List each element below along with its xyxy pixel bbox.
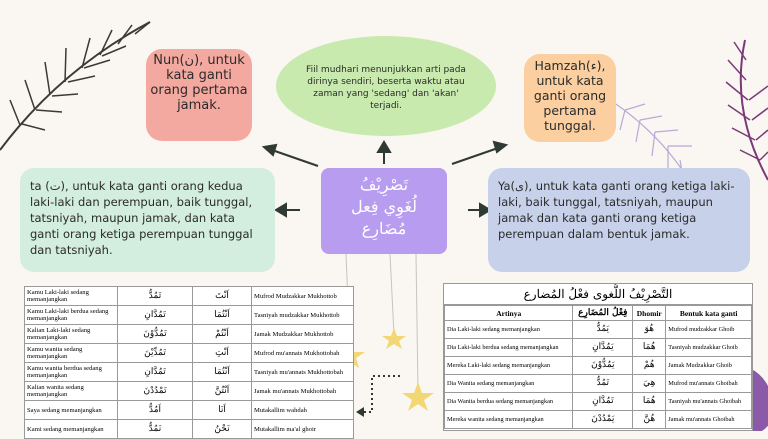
cell-bentuk: Mufrod mu'annats Mukhottobah	[252, 344, 354, 363]
cell-artinya: Kamu Laki-laki berdua sedang memanjangkan	[25, 306, 118, 325]
ya-card	[488, 168, 750, 272]
cell-bentuk: Tasniyah mudzakkar Mukhottob	[252, 306, 354, 325]
cell-fiil: تَمُدِّيْنَ	[118, 344, 193, 363]
table-row	[25, 382, 354, 401]
cell-fiil: تَمُدُّوْنَ	[118, 325, 193, 344]
cell-artinya: Saya sedang memanjangkan	[25, 401, 118, 420]
cell-artinya: Mereka Laki-laki sedang memanjangkan	[445, 357, 573, 375]
cell-bentuk: Mutakallim wahdah	[252, 401, 354, 420]
cell-dhomir: اَنْتُنَّ	[193, 382, 252, 401]
cell-bentuk: Tasniyah mudzakkar Ghoib	[666, 339, 752, 357]
title-line-2: لُغَوِي فِعل	[351, 197, 417, 216]
right-table-title: التَّصْرِيْفُ اللُّغوى فعْلُ المُضارع	[444, 284, 752, 305]
header-bentuk-kata-ganti: Bentuk kata ganti	[666, 306, 752, 321]
table-row	[25, 287, 354, 306]
palm-leaf-top-left	[0, 22, 150, 150]
cell-fiil: تَمُدَّانِ	[573, 393, 633, 411]
cell-artinya: Dia Wanita berdua sedang memanjangkan	[445, 393, 573, 411]
header-dhomir: Dhomir	[633, 306, 666, 321]
cell-fiil: اَمُدُّ	[118, 401, 193, 420]
cell-dhomir: اَنْتُمْ	[193, 325, 252, 344]
cell-dhomir: اَنْتُمَا	[193, 306, 252, 325]
ta-card-text: ta (ت), untuk kata ganti orang kedua laki-laki dan perempuan, baik tunggal, tatsniyah, maupun jamak, dan kata ganti orang ketiga perempuan tunggal dan tatsniyah.	[30, 179, 253, 257]
cell-artinya: Kalian Laki-laki sedang memanjangkan	[25, 325, 118, 344]
fiil-card-text: Fiil mudhari menunjukkan arti pada dirinya sendiri, beserta waktu atau zaman yang 'sedang' dan 'akan' terjadi.	[306, 65, 466, 111]
cell-bentuk: Mufrod mudzakkar Ghoib	[666, 321, 752, 339]
table-row	[25, 420, 354, 439]
cell-artinya: Dia Laki-laki sedang memanjangkan	[445, 321, 573, 339]
cell-dhomir: هُمَا	[633, 393, 666, 411]
cell-fiil: تَمُدُّ	[118, 287, 193, 306]
cell-artinya: Kamu wanita sedang memanjangkan	[25, 344, 118, 363]
left-conjugation-table	[24, 286, 354, 439]
cell-fiil: تَمْدُدْنَ	[118, 382, 193, 401]
right-conjugation-table	[443, 283, 753, 431]
cell-artinya: Kalian wanita sedang memanjangkan	[25, 382, 118, 401]
cell-bentuk: Jamak mu'annats Ghoibah	[666, 411, 752, 429]
ta-card	[20, 168, 275, 272]
cell-dhomir: هُنَّ	[633, 411, 666, 429]
title-line-3: مُضَارِع	[361, 219, 407, 238]
cell-fiil: تَمُدُّ	[573, 375, 633, 393]
cell-artinya: Dia Laki-laki berdua sedang memanjangkan	[445, 339, 573, 357]
cell-dhomir: اَنْتِ	[193, 344, 252, 363]
cell-dhomir: هُوَ	[633, 321, 666, 339]
cell-fiil: تَمُدَّانِ	[118, 306, 193, 325]
cell-fiil: يَمُدَّانِ	[573, 339, 633, 357]
header-artinya: Artinya	[445, 306, 573, 321]
fiil-mudhari-card	[276, 36, 496, 136]
table-row	[445, 357, 752, 375]
title-card	[321, 168, 447, 254]
table-row	[445, 411, 752, 429]
table-row	[25, 306, 354, 325]
table-row	[445, 393, 752, 411]
cell-artinya: Dia Wanita sedang memanjangkan	[445, 375, 573, 393]
cell-bentuk: Jamak Mudzakkar Mukhottob	[252, 325, 354, 344]
header-fiil-mudhari: فِعْلُ المُضَارِع	[573, 306, 633, 321]
cell-dhomir: نَحْنُ	[193, 420, 252, 439]
cell-dhomir: هُمَا	[633, 339, 666, 357]
cell-dhomir: هِيَ	[633, 375, 666, 393]
cell-artinya: Kami sedang memanjangkan	[25, 420, 118, 439]
cell-bentuk: Tasniyah mu'annats Mukhottobah	[252, 363, 354, 382]
table-row	[25, 344, 354, 363]
cell-dhomir: اَنَا	[193, 401, 252, 420]
cell-bentuk: Jamak Mudzakkar Ghoib	[666, 357, 752, 375]
cell-dhomir: هُمْ	[633, 357, 666, 375]
right-table-header-row	[445, 306, 752, 321]
cell-bentuk: Mutakallim ma'al ghoir	[252, 420, 354, 439]
title-line-1: تَصْرِيْفُ	[359, 175, 409, 194]
hanging-strings	[346, 254, 418, 392]
cell-bentuk: Mufrod Mudzakkar Mukhottob	[252, 287, 354, 306]
table-row	[25, 401, 354, 420]
table-row	[25, 325, 354, 344]
cell-fiil: يَمُدُّوْنَ	[573, 357, 633, 375]
cell-fiil: نَمُدُّ	[118, 420, 193, 439]
dotted-arrow	[362, 376, 400, 412]
hamzah-card	[524, 54, 616, 142]
cell-artinya: Kamu Laki-laki sedang memanjangkan	[25, 287, 118, 306]
cell-fiil: يَمْدُدْنَ	[573, 411, 633, 429]
table-row	[445, 375, 752, 393]
cell-bentuk: Mufrod mu'annats Ghoibah	[666, 375, 752, 393]
cell-artinya: Kamu wanita berdua sedang memanjangkan	[25, 363, 118, 382]
cell-dhomir: اَنْتَ	[193, 287, 252, 306]
cell-artinya: Mereka wanita sedang memanjangkan	[445, 411, 573, 429]
table-row	[445, 321, 752, 339]
ya-card-text: Ya(ى), untuk kata ganti orang ketiga laki-laki, baik tunggal, tatsniyah, maupun jamak dan kata ganti orang ketiga perempuan dalam bentuk jamak.	[498, 179, 735, 241]
cell-dhomir: اَنْتُمَا	[193, 363, 252, 382]
cell-bentuk: Jamak mu'annats Mukhottobah	[252, 382, 354, 401]
nun-card-text: Nun(ن), untuk kata ganti orang pertama jamak.	[150, 53, 248, 113]
cell-bentuk: Tasniyah mu'annats Ghoibah	[666, 393, 752, 411]
cell-fiil: تَمُدَّانِ	[118, 363, 193, 382]
table-row	[25, 363, 354, 382]
cell-fiil: يَمُدُّ	[573, 321, 633, 339]
table-row	[445, 339, 752, 357]
hamzah-card-text: Hamzah(ء), untuk kata ganti orang pertama tunggal.	[533, 58, 607, 133]
palm-leaf-top-right	[726, 40, 768, 180]
nun-card	[146, 49, 252, 141]
